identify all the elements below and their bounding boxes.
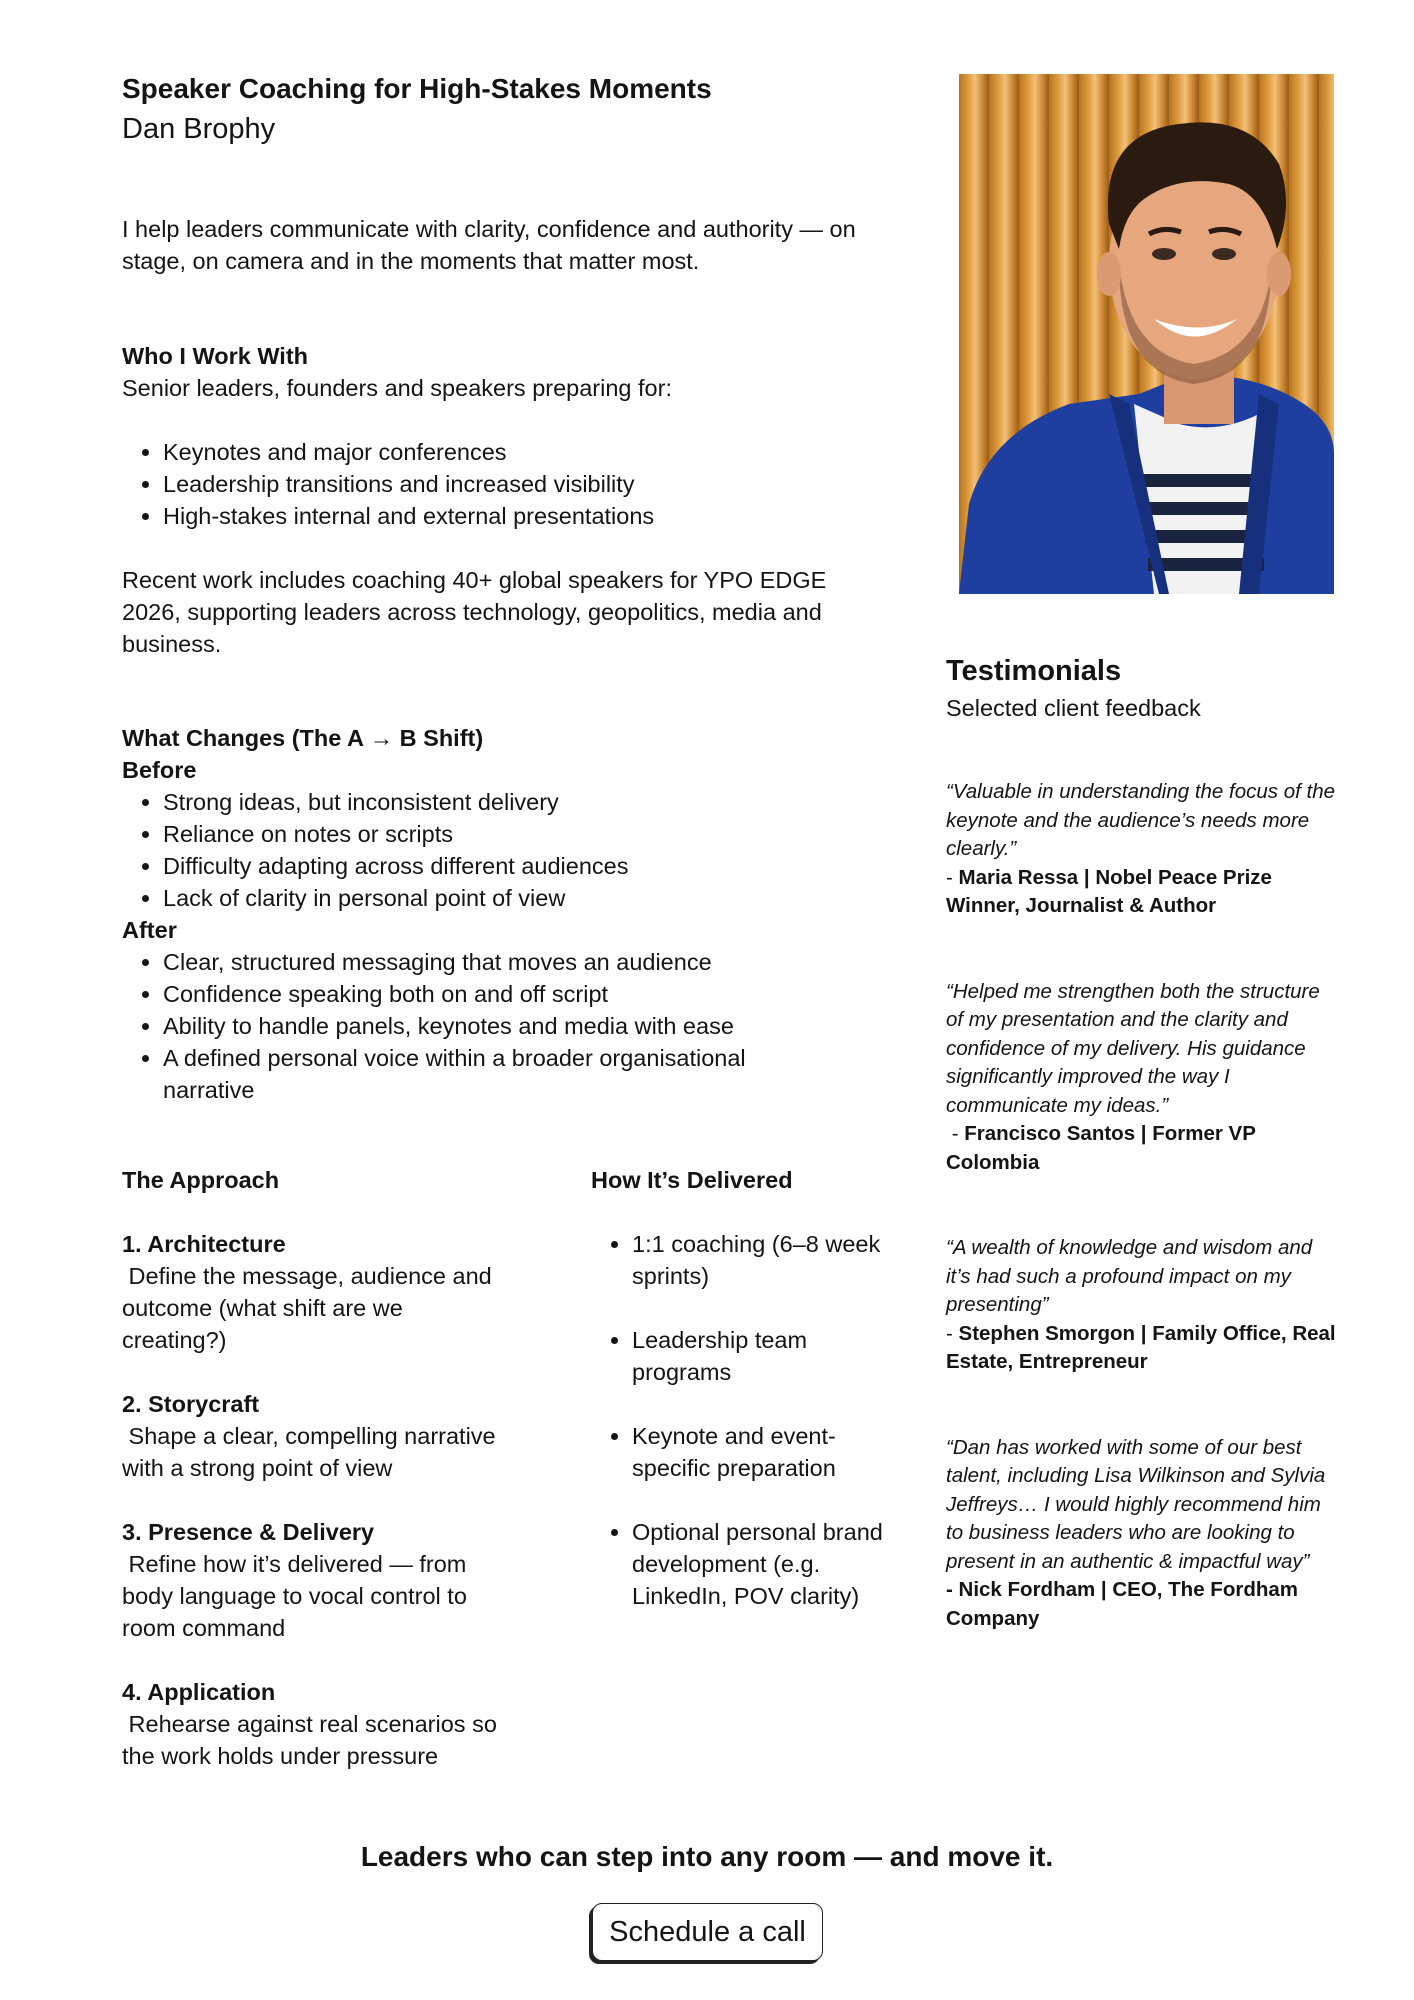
testimonial-author	[946, 1120, 1336, 1177]
speaker-portrait-photo	[959, 74, 1334, 594]
delivery-section	[591, 1164, 891, 1644]
testimonials-section	[946, 652, 1336, 1633]
list-item: • Keynotes and major conferences	[163, 436, 862, 468]
step-title: 4. Application	[122, 1679, 276, 1705]
before-label: Before	[122, 757, 197, 783]
recent-work: Recent work includes coaching 40+ global speakers for YPO EDGE 2026, supporting leaders across technology, geopolitics, media and business.	[122, 567, 827, 657]
step-text: Shape a clear, compelling narrative with a strong point of view	[122, 1423, 503, 1481]
list-item: • Optional personal brand development (e.g. LinkedIn, POV clarity)	[632, 1516, 891, 1612]
testimonial	[946, 778, 1336, 921]
intro-paragraph: I help leaders communicate with clarity, confidence and authority — on stage, on camera and in the moments that matter most.	[122, 216, 856, 274]
list-item: • 1:1 coaching (6–8 week sprints)	[632, 1228, 891, 1292]
testimonials-heading: Testimonials	[946, 655, 1122, 687]
testimonial-quote: “Helped me strengthen both the structure of my presentation and the clarity and confidence of my delivery. His guidance significantly improved the way I communicate my ideas.”	[946, 979, 1320, 1117]
shift-section	[122, 722, 862, 1106]
who-heading: Who I Work With	[122, 343, 309, 369]
who-lead: Senior leaders, founders and speakers preparing for:	[122, 375, 672, 401]
delivery-heading: How It’s Delivered	[591, 1167, 793, 1193]
cite-name: Francisco Santos | Former VP Colombia	[946, 1122, 1256, 1174]
after-label: After	[122, 917, 177, 943]
portrait-illustration	[959, 74, 1334, 594]
testimonial	[946, 1234, 1336, 1377]
step-text: Rehearse against real scenarios so the work holds under pressure	[122, 1711, 504, 1769]
delivery-list	[591, 1228, 891, 1612]
list-item: • Clear, structured messaging that moves an audience	[163, 946, 818, 978]
list-item: • Leadership transitions and increased visibility	[163, 468, 862, 500]
approach-step	[122, 1516, 512, 1644]
cite-name: Maria Ressa | Nobel Peace Prize Winner, Journalist & Author	[946, 865, 1272, 917]
list-item: • Lack of clarity in personal point of view	[163, 882, 862, 914]
after-list	[122, 946, 818, 1106]
cite-prefix: -	[946, 865, 959, 889]
schedule-call-button[interactable]: Schedule a call	[592, 1903, 823, 1961]
testimonials-subheading: Selected client feedback	[946, 695, 1201, 721]
closing-tagline: Leaders who can step into any room — and move it.	[360, 1841, 1054, 1872]
testimonial-author	[946, 1576, 1336, 1633]
testimonial	[946, 978, 1336, 1178]
testimonial-quote: “A wealth of knowledge and wisdom and it’s had such a profound impact on my presenting”	[946, 1236, 1313, 1316]
approach-step	[122, 1388, 512, 1484]
testimonial	[946, 1434, 1336, 1634]
who-section	[122, 340, 862, 532]
approach-heading: The Approach	[122, 1167, 280, 1193]
step-text: Define the message, audience and outcome (what shift are we creating?)	[122, 1263, 499, 1353]
list-item: • Keynote and event-specific preparation	[632, 1420, 891, 1484]
step-title: 3. Presence & Delivery	[122, 1519, 375, 1545]
who-list	[122, 436, 862, 532]
shift-heading: What Changes (The A → B Shift)	[122, 725, 484, 751]
testimonial-quote: “Dan has worked with some of our best talent, including Lisa Wilkinson and Sylvia Jeffreys… I would highly recommend him to business leaders who are looking to present in an authentic & impactful way”	[946, 1435, 1326, 1573]
approach-step	[122, 1676, 512, 1772]
author-name: Dan Brophy	[122, 113, 276, 145]
approach-section	[122, 1164, 512, 1772]
list-item: • A defined personal voice within a broader organisational narrative	[163, 1042, 818, 1106]
list-item: • Leadership team programs	[632, 1324, 891, 1388]
list-item: • Strong ideas, but inconsistent delivery	[163, 786, 862, 818]
cite-prefix: -	[946, 1122, 965, 1145]
list-item: • Ability to handle panels, keynotes and media with ease	[163, 1010, 818, 1042]
step-title: 2. Storycraft	[122, 1391, 260, 1417]
testimonial-author	[946, 864, 1336, 921]
step-title: 1. Architecture	[122, 1231, 286, 1257]
testimonial-author	[946, 1320, 1336, 1377]
cite-prefix: -	[946, 1321, 959, 1345]
step-text: Refine how it’s delivered — from body language to vocal control to room command	[122, 1551, 474, 1641]
list-item: • High-stakes internal and external presentations	[163, 500, 862, 532]
testimonial-quote: “Valuable in understanding the focus of the keynote and the audience’s needs more clearly.”	[946, 780, 1336, 860]
cite-name: - Nick Fordham | CEO, The Fordham Company	[946, 1578, 1298, 1630]
list-item: • Difficulty adapting across different audiences	[163, 850, 862, 882]
cite-name: Stephen Smorgon | Family Office, Real Estate, Entrepreneur	[946, 1321, 1336, 1373]
approach-step	[122, 1228, 512, 1356]
page-title: Speaker Coaching for High-Stakes Moments	[122, 73, 712, 104]
list-item: • Confidence speaking both on and off script	[163, 978, 818, 1010]
before-list	[122, 786, 862, 914]
list-item: • Reliance on notes or scripts	[163, 818, 862, 850]
